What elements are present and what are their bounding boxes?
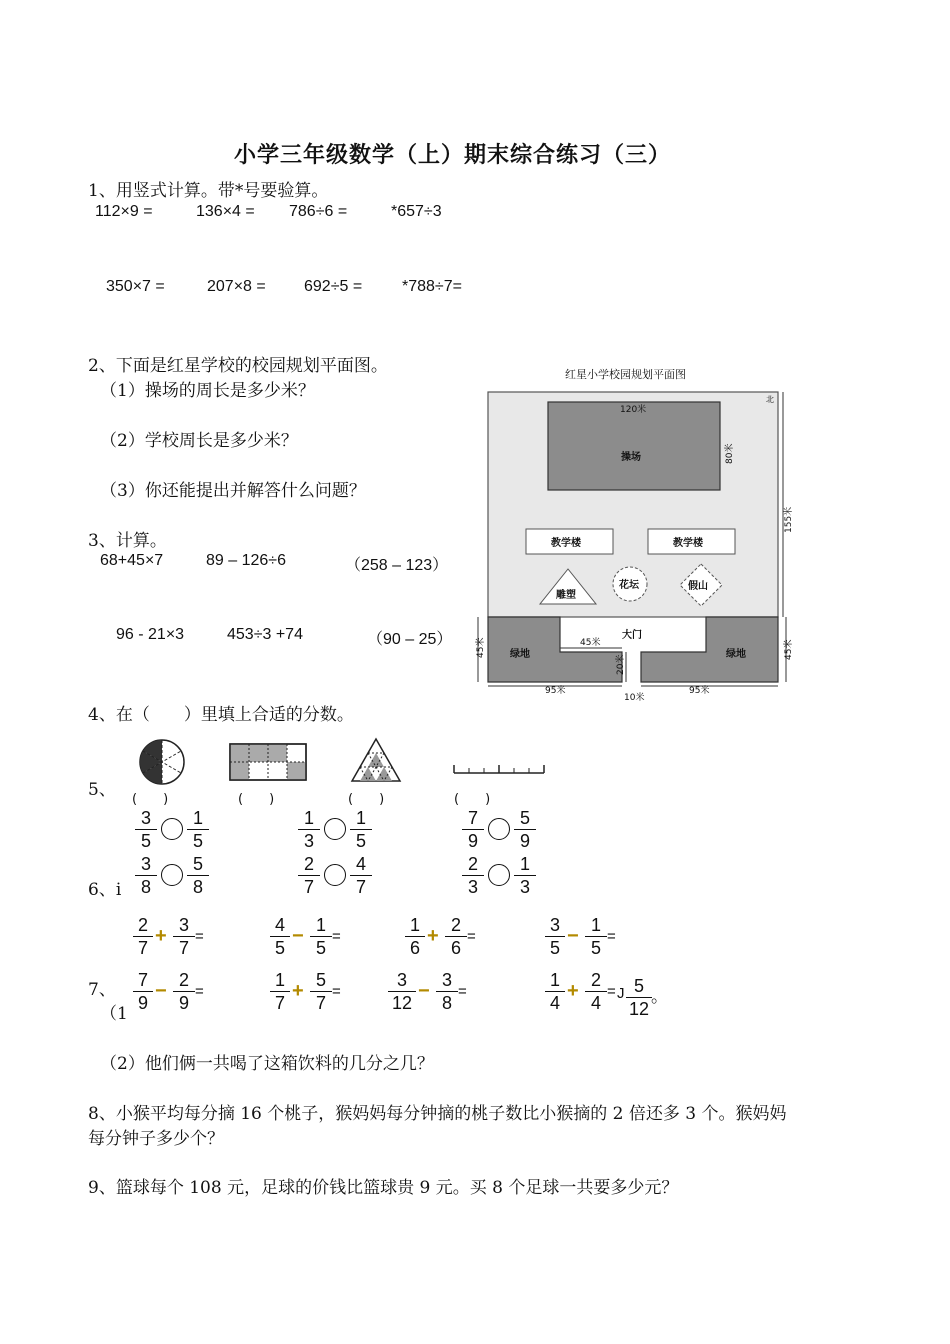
extra-bracket: J [617, 985, 625, 1002]
operand-fraction: 2 6 [445, 915, 467, 958]
rectangle-figure [230, 744, 306, 780]
fraction-figures [122, 735, 568, 810]
dim-80: 80米 [725, 443, 735, 464]
compare-fraction: 1 3 [514, 854, 536, 897]
compare-fraction: 3 8 [135, 854, 157, 897]
operand-fraction: 2 7 [133, 915, 153, 958]
q3-item: 68+45×7 [100, 552, 164, 569]
equals-sign: = [607, 928, 616, 945]
dim-45-left: 45米 [476, 637, 486, 658]
answer-paren-4: ( ) [454, 792, 491, 807]
dim-120: 120米 [620, 405, 647, 415]
question-3: 3、计算。 [88, 531, 167, 551]
north-label: 北 [766, 395, 774, 404]
minus-sign: − [418, 980, 430, 1002]
q1-item: *657÷3 [391, 203, 442, 220]
q1-item: 207×8 = [207, 278, 266, 295]
question-2: 2、下面是红星学校的校园规划平面图。 [88, 356, 388, 376]
operand-fraction: 5 7 [310, 970, 332, 1013]
equals-sign: = [467, 928, 476, 945]
green-area-left-label: 绿地 [510, 649, 530, 660]
plus-sign: + [567, 980, 579, 1002]
minus-sign: − [292, 925, 304, 947]
answer-paren-1: ( ) [132, 792, 169, 807]
compare-fraction: 1 5 [187, 808, 209, 851]
question-9: 9、篮球每个 108 元，足球的价钱比篮球贵 9 元。买 8 个足球一共要多少元？ [88, 1178, 679, 1198]
compare-circle[interactable] [324, 864, 346, 886]
plus-sign: + [427, 925, 439, 947]
q3-item: 96 - 21×3 [116, 626, 185, 643]
dim-155: 155米 [784, 506, 794, 533]
flowerbed-label: 花坛 [619, 580, 639, 591]
compare-fraction: 3 5 [135, 808, 157, 851]
q3-item: （258 – 123） [345, 557, 449, 574]
operand-fraction: 1 7 [270, 970, 290, 1013]
minus-sign: − [567, 925, 579, 947]
operand-fraction: 1 6 [405, 915, 425, 958]
dim-45-mid: 45米 [580, 638, 601, 648]
q1-item: 350×7 = [106, 278, 165, 295]
operand-fraction: 2 4 [585, 970, 607, 1013]
operand-fraction: 1 5 [585, 915, 607, 958]
operand-fraction: 4 5 [270, 915, 290, 958]
question-7: 7、 [88, 980, 116, 1000]
dim-45-right: 45米 [784, 639, 794, 660]
compare-fraction: 7 9 [462, 808, 484, 851]
compare-fraction: 5 9 [514, 808, 536, 851]
operand-fraction: 3 5 [545, 915, 565, 958]
gate-label: 大门 [622, 630, 642, 641]
q1-item: 136×4 = [196, 203, 255, 220]
question-8-line1: 8、小猴平均每分摘 16 个桃子，猴妈妈每分钟摘的桃子数比小猴摘的 2 倍还多 3 个。猴妈妈 [88, 1104, 787, 1124]
operand-fraction: 1 5 [310, 915, 332, 958]
circle-figure [140, 740, 184, 784]
question-4: 4、在（ ）里填上合适的分数。 [88, 705, 354, 725]
green-area-right [641, 617, 778, 682]
q3-item: 453÷3 +74 [227, 626, 303, 643]
question-2-sub2: （2）学校周长是多少米？ [100, 431, 298, 451]
compare-fraction: 5 8 [187, 854, 209, 897]
statue-label: 雕塑 [556, 590, 576, 601]
operand-fraction: 3 8 [436, 970, 458, 1013]
playground [548, 402, 720, 490]
dim-95-left: 95米 [545, 686, 566, 696]
equals-sign: = [607, 983, 616, 1000]
compare-circle[interactable] [161, 818, 183, 840]
compare-circle[interactable] [488, 818, 510, 840]
equals-sign: = [195, 928, 204, 945]
question-1: 1、用竖式计算。带*号要验算。 [88, 181, 329, 201]
map-title: 红星小学校园规划平面图 [565, 368, 686, 381]
answer-paren-3: ( ) [348, 792, 385, 807]
q1-item: 692÷5 = [304, 278, 363, 295]
answer-paren-2: ( ) [238, 792, 275, 807]
teaching-building-1-label: 教学楼 [551, 538, 581, 549]
playground-label: 操场 [621, 452, 641, 463]
extra-fraction: 5 12 [626, 976, 652, 1019]
equals-sign: = [332, 983, 341, 1000]
question-8-line2: 每分钟子多少个？ [88, 1129, 224, 1149]
operand-fraction: 3 7 [173, 915, 195, 958]
dim-10: 10米 [624, 693, 645, 703]
question-6: 6、i [88, 880, 122, 900]
dim-95-right: 95米 [689, 686, 710, 696]
plus-sign: + [292, 980, 304, 1002]
compare-fraction: 1 3 [298, 808, 320, 851]
question-7-sub1: （1 [100, 1004, 128, 1024]
equals-sign: = [195, 983, 204, 1000]
operand-fraction: 2 9 [173, 970, 195, 1013]
question-2-sub1: （1）操场的周长是多少米？ [100, 381, 315, 401]
q1-item: 786÷6 = [289, 203, 348, 220]
compare-fraction: 2 3 [462, 854, 484, 897]
dim-20: 20米 [616, 654, 626, 675]
compare-fraction: 4 7 [350, 854, 372, 897]
compare-circle[interactable] [161, 864, 183, 886]
question-7-sub2: （2）他们俩一共喝了这箱饮料的几分之几？ [100, 1054, 434, 1074]
equals-sign: = [332, 928, 341, 945]
compare-fraction: 1 5 [350, 808, 372, 851]
q1-item: 112×9 = [95, 203, 153, 220]
operand-fraction: 3 12 [388, 970, 416, 1013]
q1-item: *788÷7= [402, 278, 462, 295]
operand-fraction: 1 4 [545, 970, 565, 1013]
q3-item: （90 – 25） [367, 631, 453, 648]
teaching-building-2-label: 教学楼 [673, 538, 703, 549]
equals-sign: = [458, 983, 467, 1000]
operand-fraction: 7 9 [133, 970, 153, 1013]
question-5: 5、 [88, 780, 116, 800]
question-2-sub3: （3）你还能提出并解答什么问题？ [100, 481, 366, 501]
rockery-label: 假山 [688, 581, 708, 592]
extra-period: 。 [651, 987, 668, 1007]
compare-fraction: 2 7 [298, 854, 320, 897]
green-area-right-label: 绿地 [726, 649, 746, 660]
campus-map [470, 362, 795, 707]
compare-circle[interactable] [488, 864, 510, 886]
plus-sign: + [155, 925, 167, 947]
q3-item: 89 – 126÷6 [206, 552, 286, 569]
minus-sign: − [155, 980, 167, 1002]
compare-circle[interactable] [324, 818, 346, 840]
green-area-left [488, 617, 622, 682]
page-title: 小学三年级数学（上）期末综合练习（三） [234, 142, 672, 168]
